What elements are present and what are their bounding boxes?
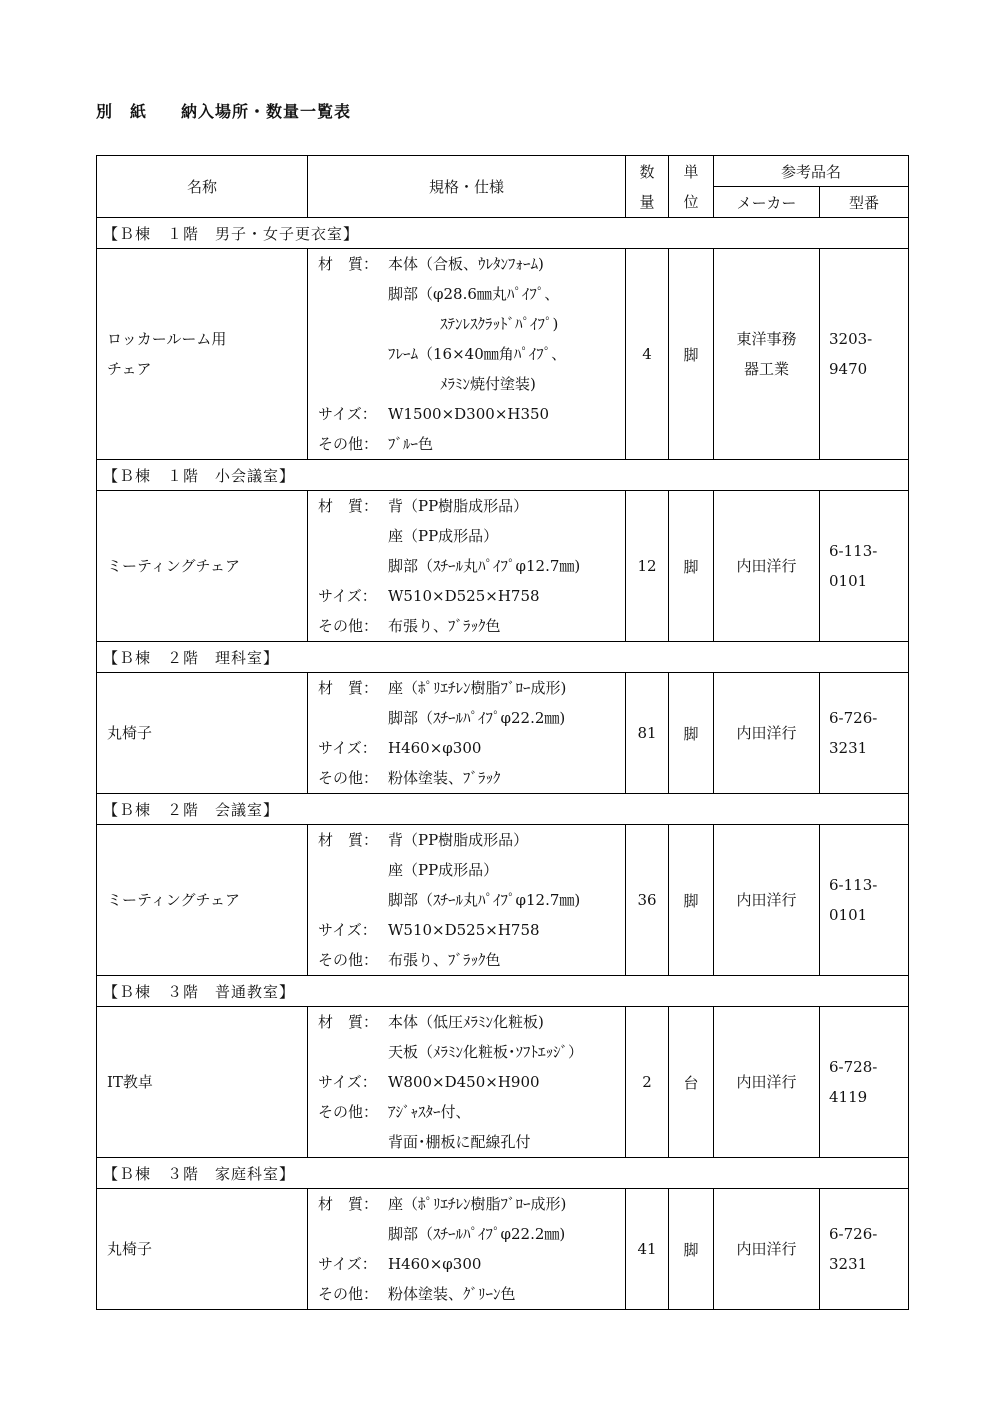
spec-label [318, 1037, 388, 1067]
spec-line [318, 1189, 625, 1219]
item-model-number [820, 673, 909, 794]
item-quantity: 4 [626, 249, 669, 460]
spec-label: 材 質： [318, 1013, 379, 1031]
spec-value: 脚部（ｽﾁｰﾙ丸ﾊﾟｲﾌﾟφ12.7㎜) [388, 891, 581, 909]
item-spec [308, 825, 626, 976]
item-model-line: 6-113- [829, 542, 878, 560]
item-spec [308, 249, 626, 460]
spec-label: その他： [318, 435, 379, 453]
table-body [97, 218, 909, 1310]
spec-value: 座（PP成形品） [388, 861, 499, 879]
spec-value: ﾌﾞﾙｰ色 [388, 435, 434, 453]
spec-line [318, 673, 625, 703]
item-model-line: 6-726- [829, 709, 878, 727]
item-row [97, 491, 909, 642]
item-maker-line: 内田洋行 [736, 724, 797, 742]
spec-line [318, 399, 625, 429]
item-row [97, 825, 909, 976]
page-title: 別 紙 納入場所・数量一覧表 [96, 102, 352, 121]
header-maker: メーカー [714, 187, 820, 218]
spec-value: 背（PP樹脂成形品） [388, 497, 529, 515]
item-name-line: 丸椅子 [107, 1240, 153, 1258]
item-maker-line: 内田洋行 [736, 891, 797, 909]
item-name-line: チェア [107, 360, 152, 378]
spec-line [318, 249, 625, 279]
spec-line [318, 369, 625, 399]
spec-label: その他： [318, 1103, 379, 1121]
spec-line [318, 915, 625, 945]
spec-label: 材 質： [318, 1195, 379, 1213]
item-model-line: 4119 [829, 1088, 868, 1106]
spec-value: 座（ﾎﾟﾘｴﾁﾚﾝ樹脂ﾌﾞﾛｰ成形) [388, 1195, 567, 1213]
spec-label: 材 質： [318, 679, 379, 697]
item-name [97, 825, 308, 976]
location-label: 【Ｂ棟 ２階 理科室】 [97, 642, 909, 673]
item-maker-line: 内田洋行 [736, 1073, 797, 1091]
item-name-line: ミーティングチェア [107, 557, 241, 575]
spec-line [318, 825, 625, 855]
spec-line [318, 703, 625, 733]
item-maker-line: 内田洋行 [736, 557, 797, 575]
spec-value: 粉体塗装、ｸﾞﾘｰﾝ色 [388, 1285, 516, 1303]
item-name-line: IT教卓 [107, 1073, 153, 1091]
item-unit: 脚 [669, 249, 714, 460]
spec-label: 材 質： [318, 255, 379, 273]
spec-value: 布張り、ﾌﾞﾗｯｸ色 [388, 951, 501, 969]
spec-label: 材 質： [318, 497, 379, 515]
header-spec: 規格・仕様 [308, 156, 626, 218]
item-maker-line: 東洋事務 [736, 330, 797, 348]
item-name [97, 1007, 308, 1158]
spec-value: 天板（ﾒﾗﾐﾝ化粧板･ｿﾌﾄｴｯｼﾞ） [388, 1043, 584, 1061]
spec-label: その他： [318, 769, 379, 787]
section-row [97, 976, 909, 1007]
location-label: 【Ｂ棟 １階 男子・女子更衣室】 [97, 218, 909, 249]
spec-label [318, 339, 388, 369]
item-maker [714, 673, 820, 794]
item-model-number [820, 1189, 909, 1310]
spec-line [318, 491, 625, 521]
item-row [97, 1189, 909, 1310]
item-unit: 脚 [669, 673, 714, 794]
spec-label: サイズ： [318, 739, 377, 757]
spec-value: 座（PP成形品） [388, 527, 499, 545]
spec-line [318, 885, 625, 915]
spec-line [318, 1279, 625, 1309]
spec-label: その他： [318, 1285, 379, 1303]
item-spec [308, 491, 626, 642]
spec-value: ﾒﾗﾐﾝ焼付塗装) [440, 375, 536, 393]
spec-line [318, 763, 625, 793]
header-unit [669, 156, 714, 218]
item-name [97, 673, 308, 794]
spec-label [318, 1219, 388, 1249]
spec-label [318, 279, 388, 309]
item-spec [308, 1007, 626, 1158]
location-label: 【Ｂ棟 ３階 家庭科室】 [97, 1158, 909, 1189]
spec-value: ｱｼﾞｬｽﾀｰ付、 [388, 1103, 471, 1121]
spec-value: H460×φ300 [388, 1255, 482, 1273]
header-qty-bottom: 量 [639, 192, 655, 211]
header-qty-top: 数 [639, 162, 655, 181]
spec-line [318, 1127, 625, 1157]
item-name [97, 491, 308, 642]
spec-line [318, 733, 625, 763]
spec-value: 脚部（φ28.6㎜丸ﾊﾟｲﾌﾟ、 [388, 285, 560, 303]
spec-value: ﾌﾚｰﾑ（16×40㎜角ﾊﾟｲﾌﾟ、 [388, 345, 567, 363]
item-name-line: 丸椅子 [107, 724, 153, 742]
spec-label: サイズ： [318, 1073, 377, 1091]
item-row [97, 1007, 909, 1158]
spec-line [318, 521, 625, 551]
item-row [97, 249, 909, 460]
spec-value: 座（ﾎﾟﾘｴﾁﾚﾝ樹脂ﾌﾞﾛｰ成形) [388, 679, 567, 697]
spec-label: その他： [318, 617, 379, 635]
item-model-number [820, 825, 909, 976]
item-model-number [820, 491, 909, 642]
spec-value: W510×D525×H758 [388, 921, 540, 939]
spec-line [318, 1067, 625, 1097]
item-unit: 脚 [669, 491, 714, 642]
item-quantity: 81 [626, 673, 669, 794]
item-maker-line: 内田洋行 [736, 1240, 797, 1258]
item-quantity: 36 [626, 825, 669, 976]
spec-label [318, 1127, 388, 1157]
item-model-line: 3231 [829, 739, 868, 757]
spec-value: 布張り、ﾌﾞﾗｯｸ色 [388, 617, 501, 635]
spec-label: サイズ： [318, 921, 377, 939]
spec-line [318, 1097, 625, 1127]
item-quantity: 2 [626, 1007, 669, 1158]
spec-line [318, 1219, 625, 1249]
spec-line [318, 429, 625, 459]
item-model-number [820, 1007, 909, 1158]
item-model-line: 6-726- [829, 1225, 878, 1243]
spec-value: 背（PP樹脂成形品） [388, 831, 529, 849]
spec-label [318, 521, 388, 551]
item-model-number [820, 249, 909, 460]
spec-line [318, 581, 625, 611]
spec-value: W510×D525×H758 [388, 587, 540, 605]
item-maker [714, 1007, 820, 1158]
section-row [97, 1158, 909, 1189]
spec-label [318, 551, 388, 581]
item-model-line: 6-113- [829, 876, 878, 894]
item-model-line: 9470 [829, 360, 868, 378]
header-reference: 参考品名 [714, 156, 909, 187]
item-model-line: 3231 [829, 1255, 868, 1273]
location-label: 【Ｂ棟 １階 小会議室】 [97, 460, 909, 491]
item-name [97, 1189, 308, 1310]
spec-line [318, 279, 625, 309]
item-spec [308, 673, 626, 794]
spec-label: サイズ： [318, 1255, 377, 1273]
item-model-line: 3203- [829, 330, 873, 348]
item-name [97, 249, 308, 460]
spec-label: サイズ： [318, 405, 377, 423]
spec-label: 材 質： [318, 831, 379, 849]
spec-value: W1500×D300×H350 [388, 405, 550, 423]
item-unit: 台 [669, 1007, 714, 1158]
item-name-line: ロッカールーム用 [107, 330, 227, 348]
spec-value: 背面･棚板に配線孔付 [388, 1133, 531, 1151]
spec-line [318, 1007, 625, 1037]
item-maker [714, 825, 820, 976]
item-maker [714, 1189, 820, 1310]
section-row [97, 794, 909, 825]
section-row [97, 460, 909, 491]
item-unit: 脚 [669, 825, 714, 976]
item-maker [714, 249, 820, 460]
header-name: 名称 [97, 156, 308, 218]
header-unit-bottom: 位 [683, 192, 699, 211]
spec-line [318, 945, 625, 975]
item-row [97, 673, 909, 794]
spec-value: 粉体塗装、ﾌﾞﾗｯｸ [388, 769, 501, 787]
item-model-line: 0101 [829, 572, 868, 590]
spec-value: 本体（低圧ﾒﾗﾐﾝ化粧板) [388, 1013, 544, 1031]
spec-value: 脚部（ｽﾁｰﾙﾊﾟｲﾌﾟφ22.2㎜) [388, 709, 566, 727]
item-quantity: 41 [626, 1189, 669, 1310]
spec-label [318, 855, 388, 885]
item-quantity: 12 [626, 491, 669, 642]
location-label: 【Ｂ棟 ３階 普通教室】 [97, 976, 909, 1007]
spec-value: H460×φ300 [388, 739, 482, 757]
spec-line [318, 855, 625, 885]
spec-line [318, 309, 625, 339]
section-row [97, 642, 909, 673]
spec-label [318, 885, 388, 915]
item-spec [308, 1189, 626, 1310]
spec-value: W800×D450×H900 [388, 1073, 540, 1091]
item-name-line: ミーティングチェア [107, 891, 241, 909]
item-maker-line: 器工業 [743, 360, 789, 378]
spec-label: サイズ： [318, 587, 377, 605]
spec-label: その他： [318, 951, 379, 969]
header-model: 型番 [820, 187, 909, 218]
section-row [97, 218, 909, 249]
location-label: 【Ｂ棟 ２階 会議室】 [97, 794, 909, 825]
header-unit-top: 単 [683, 162, 699, 181]
spec-line [318, 1037, 625, 1067]
item-model-line: 0101 [829, 906, 868, 924]
spec-line [318, 339, 625, 369]
spec-line [318, 1249, 625, 1279]
item-maker [714, 491, 820, 642]
spec-value: 脚部（ｽﾁｰﾙ丸ﾊﾟｲﾌﾟφ12.7㎜) [388, 557, 581, 575]
item-model-line: 6-728- [829, 1058, 878, 1076]
header-qty [626, 156, 669, 218]
spec-value: 本体（合板、ｳﾚﾀﾝﾌｫｰﾑ) [388, 255, 544, 273]
spec-value: 脚部（ｽﾁｰﾙﾊﾟｲﾌﾟφ22.2㎜) [388, 1225, 566, 1243]
item-unit: 脚 [669, 1189, 714, 1310]
spec-line [318, 611, 625, 641]
spec-label [318, 703, 388, 733]
spec-line [318, 551, 625, 581]
delivery-table [96, 155, 909, 1310]
spec-value: ｽﾃﾝﾚｽｸﾗｯﾄﾞﾊﾟｲﾌﾟ) [440, 315, 559, 333]
